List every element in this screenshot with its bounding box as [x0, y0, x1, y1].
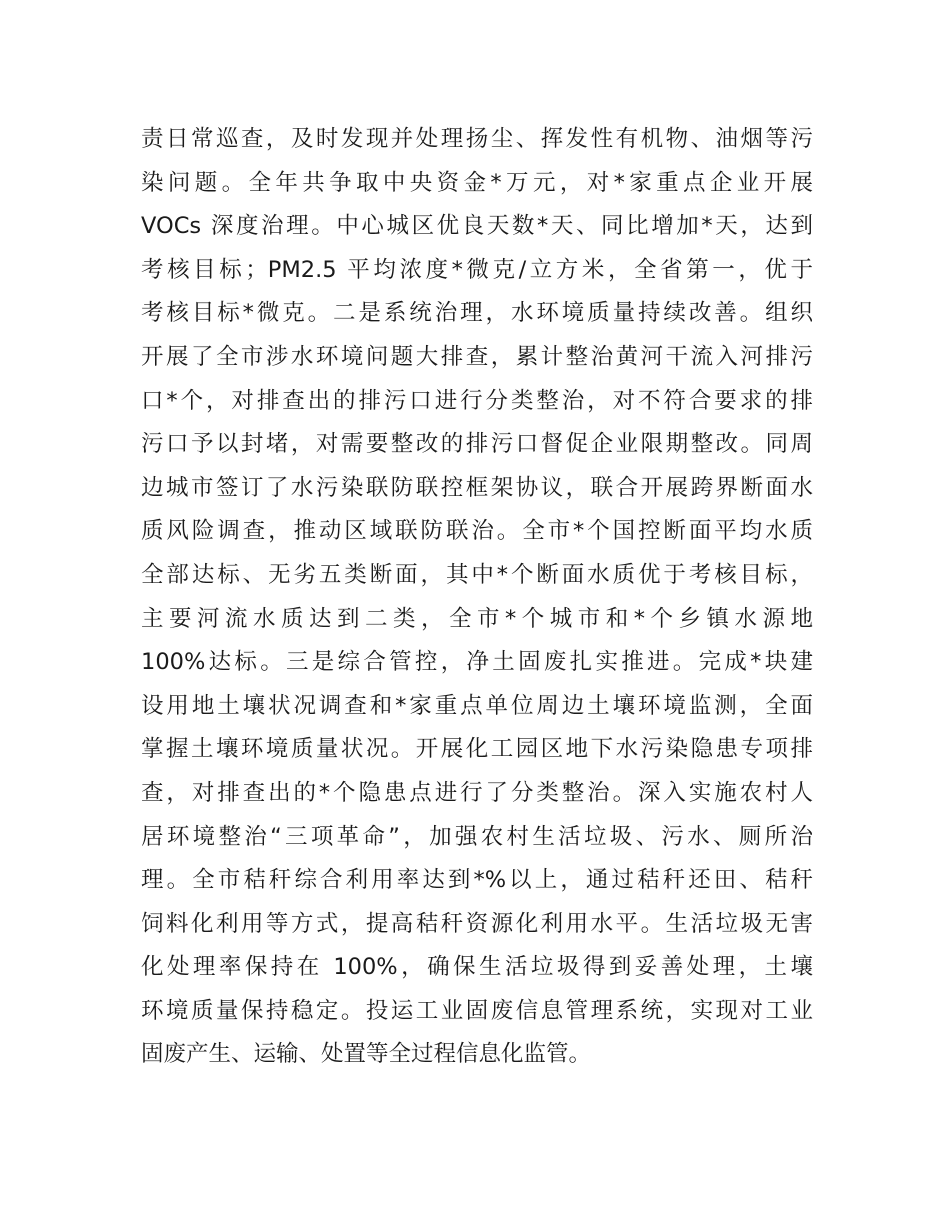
text-line-21: 环境质量保持稳定。投运工业固废信息管理系统，实现对工业: [141, 997, 813, 1024]
text-line-7: 口*个，对排查出的排污口进行分类整治，对不符合要求的排: [141, 387, 813, 414]
text-line-19: 饲料化利用等方式，提高秸秆资源化利用水平。生活垃圾无害: [141, 910, 813, 937]
text-line-11: 全部达标、无劣五类断面，其中*个断面水质优于考核目标，: [141, 561, 813, 588]
text-line-18: 理。全市秸秆综合利用率达到*%以上，通过秸秆还田、秸秆: [141, 867, 813, 894]
text-line-15: 掌握土壤环境质量状况。开展化工园区地下水污染隐患专项排: [141, 736, 813, 763]
text-line-3: VOCs 深度治理。中心城区优良天数*天、同比增加*天，达到: [141, 213, 813, 240]
body-paragraph: [141, 118, 813, 1077]
text-line-2: 染问题。全年共争取中央资金*万元，对*家重点企业开展: [141, 169, 813, 196]
text-line-17: 居环境整治“三项革命”，加强农村生活垃圾、污水、厕所治: [141, 823, 813, 850]
text-line-9: 边城市签订了水污染联防联控框架协议，联合开展跨界断面水: [141, 474, 813, 501]
text-line-10: 质风险调查，推动区域联防联治。全市*个国控断面平均水质: [141, 518, 813, 545]
text-line-14: 设用地土壤状况调查和*家重点单位周边土壤环境监测，全面: [141, 692, 813, 719]
text-line-6: 开展了全市涉水环境问题大排查，累计整治黄河干流入河排污: [141, 343, 813, 370]
text-line-1: 责日常巡查，及时发现并处理扬尘、挥发性有机物、油烟等污: [141, 126, 813, 152]
text-line-4: 考核目标；PM2.5 平均浓度*微克/立方米，全省第一，优于: [141, 256, 813, 283]
text-line-8: 污口予以封堵，对需要整改的排污口督促企业限期整改。同周: [141, 431, 813, 458]
text-line-13: 100%达标。三是综合管控，净土固废扎实推进。完成*块建: [141, 649, 813, 676]
text-line-12: 主要河流水质达到二类，全市*个城市和*个乡镇水源地: [141, 605, 813, 632]
text-line-16: 查，对排查出的*个隐患点进行了分类整治。深入实施农村人: [141, 779, 813, 806]
text-line-20: 化处理率保持在 100%，确保生活垃圾得到妥善处理，土壤: [141, 954, 813, 981]
text-line-5: 考核目标*微克。二是系统治理，水环境质量持续改善。组织: [141, 300, 813, 327]
text-line-22: 固废产生、运输、处置等全过程信息化监管。: [141, 1041, 592, 1068]
